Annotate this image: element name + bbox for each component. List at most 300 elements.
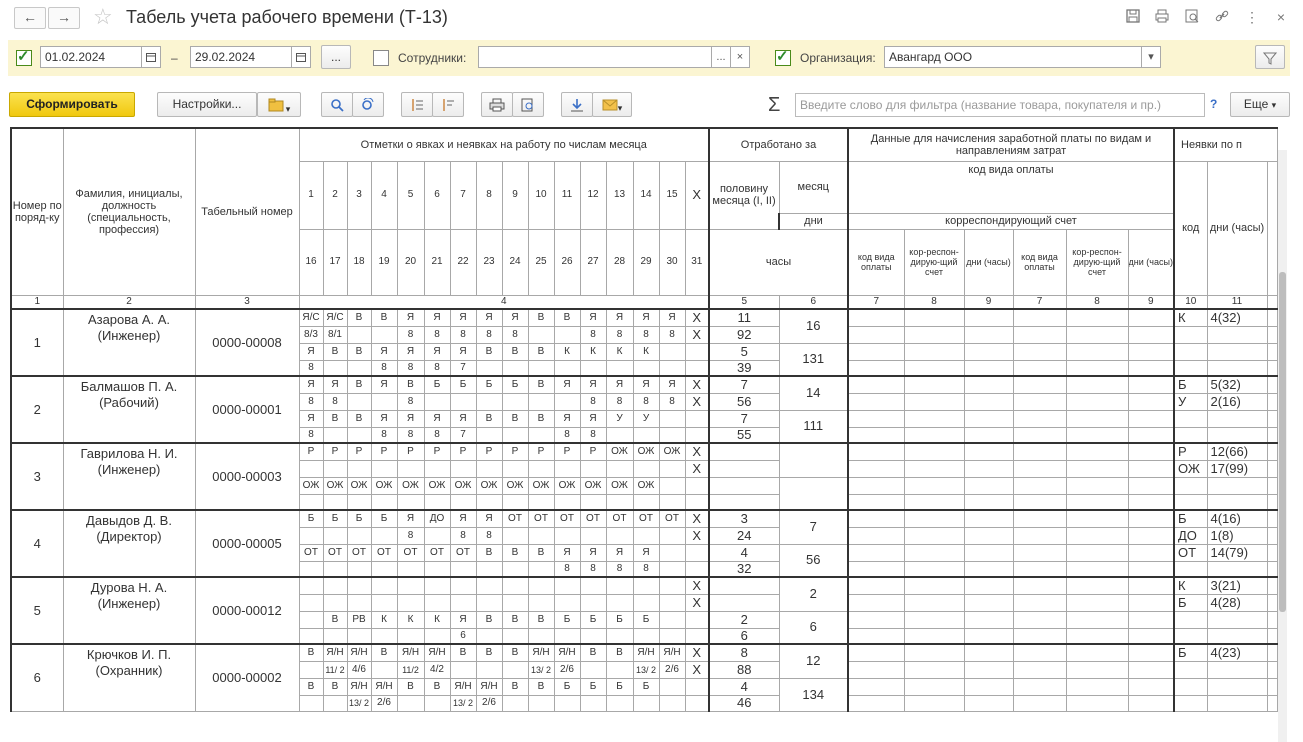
hdr-day-27: 27	[580, 229, 606, 295]
day-mark: Б	[450, 376, 476, 393]
day-mark: 8	[371, 427, 397, 443]
print-icon[interactable]	[1153, 8, 1171, 26]
half-month-value: 88	[709, 661, 779, 678]
sum-icon[interactable]: Σ	[768, 94, 781, 116]
payroll-cell	[1128, 410, 1174, 427]
payroll-cell	[964, 343, 1013, 360]
absence-code: К	[1174, 309, 1207, 326]
payroll-cell	[964, 427, 1013, 443]
close-icon[interactable]: ×	[1276, 9, 1286, 25]
payroll-cell	[1066, 561, 1128, 577]
hdr-day-15: 15	[659, 161, 685, 229]
hdr-day-18: 18	[347, 229, 371, 295]
half-month-value	[709, 460, 779, 477]
day-mark: Б	[580, 611, 606, 628]
back-button[interactable]	[14, 7, 46, 29]
print-preview-button[interactable]	[512, 92, 544, 117]
day-mark	[299, 628, 323, 644]
payroll-cell	[1013, 376, 1066, 393]
day-mark	[685, 678, 709, 695]
payroll-cell	[1128, 460, 1174, 477]
day-mark: Я	[580, 544, 606, 561]
day-mark	[633, 577, 659, 594]
payroll-cell	[1128, 326, 1174, 343]
half-month-value: 46	[709, 695, 779, 711]
hdr-name: Фамилия, инициалы, должность (специальность, профессия)	[63, 128, 195, 295]
day-mark: 8	[424, 360, 450, 376]
hdr-day-7: 7	[450, 161, 476, 229]
employee-tab-number: 0000-00001	[195, 376, 299, 443]
payroll-cell	[1128, 376, 1174, 393]
payroll-cell	[1128, 360, 1174, 376]
day-mark: Я/Н	[528, 644, 554, 661]
payroll-cell	[1128, 544, 1174, 561]
day-mark: Я	[659, 309, 685, 326]
day-mark: Я	[397, 309, 424, 326]
absence-days: 14(79)	[1207, 544, 1267, 561]
day-mark: В	[323, 410, 347, 427]
payroll-cell	[1013, 661, 1066, 678]
collapse-groups-button[interactable]	[432, 92, 464, 117]
day-mark: В	[476, 644, 502, 661]
day-mark: Я	[476, 510, 502, 527]
more-vertical-icon[interactable]: ⋮	[1245, 9, 1259, 25]
day-mark	[424, 628, 450, 644]
half-month-value	[709, 477, 779, 494]
expand-icon	[410, 98, 424, 112]
payroll-cell	[964, 661, 1013, 678]
day-mark: В	[347, 343, 371, 360]
day-mark	[502, 527, 528, 544]
day-mark	[685, 360, 709, 376]
day-mark	[528, 460, 554, 477]
half-month-value: 5	[709, 343, 779, 360]
day-mark: X	[685, 309, 709, 326]
payroll-cell	[904, 611, 964, 628]
day-mark	[580, 661, 606, 678]
day-mark: X	[685, 460, 709, 477]
day-mark: К	[397, 611, 424, 628]
month-value: 6	[779, 611, 848, 644]
employee-name: Крючков И. П.	[86, 647, 172, 662]
payroll-cell	[964, 628, 1013, 644]
day-mark	[502, 460, 528, 477]
day-mark	[502, 628, 528, 644]
absence-code	[1174, 628, 1207, 644]
day-mark: Я/Н	[347, 644, 371, 661]
absence-code: Б	[1174, 376, 1207, 393]
favorite-star-icon[interactable]: ☆	[93, 4, 113, 29]
day-mark	[323, 427, 347, 443]
day-mark	[580, 628, 606, 644]
absence-days: 3(21)	[1207, 577, 1267, 594]
employee-tab-number: 0000-00002	[195, 644, 299, 711]
day-mark	[528, 360, 554, 376]
collapse-icon	[441, 98, 455, 112]
payroll-cell	[904, 460, 964, 477]
day-mark: Р	[347, 443, 371, 460]
col-number: 9	[1128, 295, 1174, 309]
day-mark: В	[476, 611, 502, 628]
day-mark	[299, 460, 323, 477]
day-mark: Я/Н	[397, 644, 424, 661]
link-icon[interactable]	[1213, 8, 1231, 26]
absence-extra	[1267, 477, 1277, 494]
organization-field[interactable]: Авангард ООО	[884, 46, 1142, 68]
day-mark	[528, 628, 554, 644]
filter-bar	[8, 40, 1290, 76]
search-input[interactable]: Введите слово для фильтра (название товара, покупателя и пр.)	[795, 93, 1205, 117]
absence-code	[1174, 360, 1207, 376]
day-mark: В	[502, 544, 528, 561]
absence-days: 2(16)	[1207, 393, 1267, 410]
day-mark: Я	[554, 376, 580, 393]
payroll-cell	[1066, 661, 1128, 678]
absence-code: Р	[1174, 443, 1207, 460]
employees-clear-icon[interactable]: ×	[730, 46, 750, 68]
day-mark: 8	[606, 393, 633, 410]
send-email-button[interactable]: ▾	[592, 92, 632, 117]
payroll-cell	[1013, 309, 1066, 326]
payroll-cell	[904, 343, 964, 360]
payroll-cell	[1013, 510, 1066, 527]
day-mark	[371, 628, 397, 644]
col-number	[1267, 295, 1277, 309]
day-mark: Я	[450, 343, 476, 360]
day-mark: К	[371, 611, 397, 628]
day-mark: Я/Н	[323, 644, 347, 661]
day-mark	[371, 527, 397, 544]
month-value: 14	[779, 376, 848, 410]
day-mark: В	[476, 544, 502, 561]
payroll-cell	[964, 376, 1013, 393]
day-mark	[476, 360, 502, 376]
absence-extra	[1267, 326, 1277, 343]
day-mark	[633, 494, 659, 510]
absence-extra	[1267, 678, 1277, 695]
day-mark: ОЖ	[476, 477, 502, 494]
day-mark: Я	[424, 343, 450, 360]
day-mark: Я	[397, 410, 424, 427]
hdr-day-31: 31	[685, 229, 709, 295]
payroll-cell	[1128, 644, 1174, 661]
hdr-day-30: 30	[659, 229, 685, 295]
search-next-icon	[361, 98, 375, 112]
day-mark	[502, 594, 528, 611]
variants-button[interactable]: ▾	[257, 92, 301, 117]
download-button[interactable]	[561, 92, 593, 117]
calendar-to-icon[interactable]	[291, 46, 311, 68]
hdr-day-19: 19	[371, 229, 397, 295]
day-mark: В	[323, 343, 347, 360]
absence-code	[1174, 661, 1207, 678]
find-button[interactable]	[321, 92, 353, 117]
month-value	[779, 443, 848, 477]
period-checkbox[interactable]	[16, 50, 32, 66]
payroll-cell	[904, 695, 964, 711]
day-mark	[528, 527, 554, 544]
day-mark	[371, 393, 397, 410]
day-mark: В	[397, 376, 424, 393]
day-mark	[424, 460, 450, 477]
day-mark	[580, 577, 606, 594]
half-month-value: 7	[709, 376, 779, 393]
day-mark: В	[528, 343, 554, 360]
day-mark: 8/3	[299, 326, 323, 343]
hdr-day-28: 28	[606, 229, 633, 295]
day-mark	[371, 661, 397, 678]
payroll-cell	[1013, 443, 1066, 460]
day-mark: 8	[580, 561, 606, 577]
day-mark	[554, 393, 580, 410]
payroll-cell	[1066, 360, 1128, 376]
absence-extra	[1267, 611, 1277, 628]
day-mark: К	[633, 343, 659, 360]
day-mark	[633, 527, 659, 544]
day-mark: В	[528, 309, 554, 326]
month-value	[779, 477, 848, 510]
day-mark: ДО	[424, 510, 450, 527]
employee-tab-number: 0000-00008	[195, 309, 299, 376]
day-mark: Я	[371, 410, 397, 427]
preview-icon[interactable]	[1183, 8, 1201, 26]
absence-extra	[1267, 527, 1277, 544]
day-mark	[580, 360, 606, 376]
day-mark: 11/ 2	[323, 661, 347, 678]
payroll-cell	[1013, 678, 1066, 695]
day-mark: ОТ	[528, 510, 554, 527]
day-mark: 2/6	[476, 695, 502, 711]
day-mark: 7	[450, 427, 476, 443]
absence-days	[1207, 661, 1267, 678]
payroll-cell	[964, 309, 1013, 326]
day-mark: Я/Н	[554, 644, 580, 661]
payroll-cell	[1013, 594, 1066, 611]
day-mark: 8	[450, 326, 476, 343]
day-mark: ОЖ	[299, 477, 323, 494]
search-icon	[330, 98, 344, 112]
employee-index: 4	[11, 510, 63, 577]
day-mark: Я	[450, 510, 476, 527]
day-mark	[371, 326, 397, 343]
day-mark: Р	[580, 443, 606, 460]
absence-extra	[1267, 309, 1277, 326]
day-mark: В	[554, 309, 580, 326]
day-mark	[476, 561, 502, 577]
filter-button[interactable]	[1255, 45, 1285, 69]
employees-select-button[interactable]: ...	[711, 46, 731, 68]
day-mark	[397, 695, 424, 711]
day-mark: Я	[633, 376, 659, 393]
employees-checkbox[interactable]	[373, 50, 389, 66]
day-mark: Я	[299, 343, 323, 360]
month-value: 131	[779, 343, 848, 376]
day-mark: ОЖ	[633, 443, 659, 460]
hdr-hours: часы	[709, 229, 848, 295]
absence-extra	[1267, 577, 1277, 594]
calendar-from-icon[interactable]	[141, 46, 161, 68]
payroll-cell	[1013, 410, 1066, 427]
day-mark: 8	[424, 326, 450, 343]
hdr-sub-corr-1: кор-респон-дирую-щий счет	[904, 229, 964, 295]
payroll-cell	[1013, 527, 1066, 544]
day-mark: Я/Н	[371, 678, 397, 695]
day-mark	[299, 527, 323, 544]
day-mark	[323, 460, 347, 477]
col-number: 7	[848, 295, 904, 309]
day-mark	[659, 544, 685, 561]
period-select-button[interactable]: ...	[321, 45, 351, 69]
payroll-cell	[848, 561, 904, 577]
day-mark: В	[502, 611, 528, 628]
forward-button[interactable]	[48, 7, 80, 29]
absence-days: 5(32)	[1207, 376, 1267, 393]
payroll-cell	[1066, 527, 1128, 544]
scrollbar-thumb[interactable]	[1279, 272, 1286, 612]
find-next-button[interactable]	[352, 92, 384, 117]
day-mark: Я	[633, 544, 659, 561]
table-row	[11, 376, 1277, 393]
date-to-field[interactable]: 29.02.2024	[190, 46, 292, 68]
col-number: 2	[63, 295, 195, 309]
half-month-value: 4	[709, 678, 779, 695]
table-row	[11, 644, 1277, 661]
day-mark	[606, 427, 633, 443]
day-mark: ОЖ	[528, 477, 554, 494]
day-mark: 8	[606, 326, 633, 343]
hdr-sub-days-2: дни (часы)	[1128, 229, 1174, 295]
absence-code	[1174, 427, 1207, 443]
day-mark	[450, 494, 476, 510]
day-mark: 8	[502, 326, 528, 343]
payroll-cell	[848, 477, 904, 494]
payroll-cell	[1013, 695, 1066, 711]
absence-code: У	[1174, 393, 1207, 410]
day-mark: Я	[450, 611, 476, 628]
payroll-cell	[1128, 695, 1174, 711]
day-mark	[659, 678, 685, 695]
day-mark: X	[685, 644, 709, 661]
day-mark	[397, 577, 424, 594]
generate-button[interactable]: Сформировать	[9, 92, 135, 117]
day-mark: Я	[606, 309, 633, 326]
day-mark	[659, 561, 685, 577]
day-mark	[476, 661, 502, 678]
save-icon[interactable]	[1124, 8, 1142, 26]
half-month-value: 11	[709, 309, 779, 326]
day-mark	[659, 343, 685, 360]
payroll-cell	[848, 678, 904, 695]
date-from-field[interactable]: 01.02.2024	[40, 46, 142, 68]
day-mark	[659, 494, 685, 510]
payroll-cell	[1066, 577, 1128, 594]
payroll-cell	[1128, 527, 1174, 544]
day-mark	[347, 628, 371, 644]
day-mark	[424, 577, 450, 594]
organization-dropdown-icon[interactable]: ▾	[1141, 46, 1161, 68]
day-mark	[476, 494, 502, 510]
settings-button[interactable]: Настройки...	[157, 92, 257, 117]
employees-field[interactable]	[478, 46, 712, 68]
day-mark	[528, 427, 554, 443]
day-mark	[606, 628, 633, 644]
chevron-down-icon: ▾	[1271, 100, 1277, 110]
day-mark	[659, 410, 685, 427]
payroll-cell	[848, 443, 904, 460]
day-mark	[502, 695, 528, 711]
absence-code	[1174, 494, 1207, 510]
day-mark	[371, 561, 397, 577]
payroll-cell	[1013, 477, 1066, 494]
day-mark: 4/6	[347, 661, 371, 678]
day-mark: Р	[476, 443, 502, 460]
day-mark: Р	[371, 443, 397, 460]
employee-name-cell	[63, 577, 195, 644]
day-mark: 8	[580, 393, 606, 410]
day-mark: ОЖ	[633, 477, 659, 494]
payroll-cell	[1128, 309, 1174, 326]
hdr-sub-days-1: дни (часы)	[964, 229, 1013, 295]
hdr-day-4: 4	[371, 161, 397, 229]
day-mark	[323, 695, 347, 711]
print-button[interactable]	[481, 92, 513, 117]
help-button[interactable]: ?	[1210, 97, 1218, 111]
payroll-cell	[964, 360, 1013, 376]
day-mark	[554, 577, 580, 594]
payroll-cell	[1066, 695, 1128, 711]
hdr-day-20: 20	[397, 229, 424, 295]
day-mark	[502, 494, 528, 510]
day-mark	[450, 661, 476, 678]
day-mark	[633, 460, 659, 477]
payroll-cell	[1128, 577, 1174, 594]
day-mark: В	[299, 644, 323, 661]
day-mark	[502, 661, 528, 678]
day-mark: В	[347, 376, 371, 393]
absence-days	[1207, 343, 1267, 360]
day-mark	[554, 494, 580, 510]
payroll-cell	[848, 460, 904, 477]
expand-groups-button[interactable]	[401, 92, 433, 117]
day-mark: В	[476, 410, 502, 427]
day-mark: В	[502, 644, 528, 661]
payroll-cell	[1066, 343, 1128, 360]
absence-extra	[1267, 494, 1277, 510]
day-mark: 8	[659, 393, 685, 410]
absence-extra	[1267, 661, 1277, 678]
hdr-worked: Отработано за	[709, 128, 848, 161]
payroll-cell	[848, 695, 904, 711]
organization-checkbox[interactable]	[775, 50, 791, 66]
day-mark: 8	[476, 326, 502, 343]
day-mark: К	[606, 343, 633, 360]
employee-tab-number: 0000-00005	[195, 510, 299, 577]
day-mark	[299, 611, 323, 628]
day-mark: 13/ 2	[528, 661, 554, 678]
employee-position: (Охранник)	[95, 663, 163, 678]
day-mark: Я/Н	[450, 678, 476, 695]
more-button[interactable]	[1230, 92, 1290, 117]
day-mark: Б	[476, 376, 502, 393]
employee-index: 6	[11, 644, 63, 711]
absence-days	[1207, 695, 1267, 711]
payroll-cell	[1013, 611, 1066, 628]
payroll-cell	[1066, 477, 1128, 494]
day-mark: X	[685, 661, 709, 678]
day-mark	[554, 628, 580, 644]
payroll-cell	[1013, 544, 1066, 561]
day-mark	[502, 577, 528, 594]
